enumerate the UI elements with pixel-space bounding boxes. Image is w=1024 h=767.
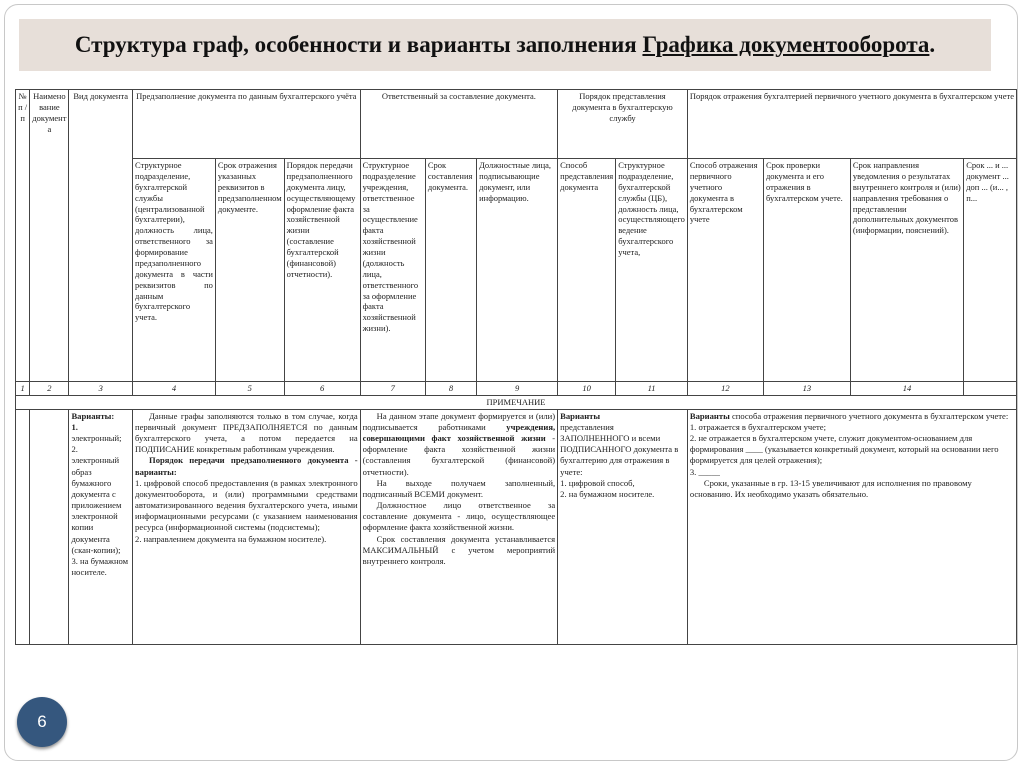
note-label: ПРИМЕЧАНИЕ	[16, 395, 1017, 409]
header-row	[16, 90, 1017, 159]
header-col-1: № п / п	[16, 90, 30, 382]
document-flow-table	[15, 89, 1017, 645]
title-end: .	[929, 32, 936, 57]
prefill-p1: Данные графы заполняются только в том случае, когда первичный документ ПРЕДЗАПОЛНЯЕТСЯ по данным бухгалтерского учета, а потом передается на ПОДПИСАНИЕ конкретным работникам учреждения.	[135, 410, 358, 455]
subheader-row	[16, 159, 1017, 382]
presentation-v1: 1. цифровой способ,	[560, 477, 635, 488]
col-number: 3	[69, 382, 133, 396]
col-number: 4	[133, 382, 216, 396]
subheader-col-11: Структурное подразделение, бухгалтерской службы (ЦБ), должность лица, осуществляющего ведение бухгалтерского учета,	[616, 159, 688, 382]
body-empty-cell	[30, 409, 69, 644]
col-number: 13	[763, 382, 850, 396]
col-number: 7	[360, 382, 425, 396]
col-number: 6	[284, 382, 360, 396]
responsible-p4: Срок составления документа устанавливается МАКСИМАЛЬНЫЙ с учетом мероприятий внутреннего контроля.	[362, 533, 556, 566]
col-number: 9	[477, 382, 558, 396]
prefill-p2: Порядок передачи предзаполненного документа - варианты:	[135, 455, 358, 477]
reflection-note-cell	[687, 409, 1016, 644]
subheader-col-15: Срок ... и ... документ ... доп ... (и... , п...	[964, 159, 1017, 382]
col-number: 5	[215, 382, 284, 396]
title-plain: Структура граф, особенности и варианты заполнения	[74, 32, 643, 57]
slide	[4, 4, 1018, 761]
subheader-col-12: Способ отражения первичного учетного документа в бухгалтерском учете	[687, 159, 763, 382]
reflection-v1: 1. отражается в бухгалтерском учете;	[689, 421, 827, 432]
responsible-p1	[363, 411, 556, 478]
header-col-2: Наимено вание документ а	[30, 90, 69, 382]
header-group-responsible: Ответственный за составление документа.	[360, 90, 558, 159]
subheader-col-7: Структурное подразделение учреждения, ответственное за осуществление факта хозяйственной жизни (должность лица, ответственного за оформление факта хозяйственной жизни).	[360, 159, 425, 382]
slide-title	[75, 32, 935, 58]
body-empty-cell	[16, 409, 30, 644]
body-row	[16, 409, 1017, 644]
presentation-note-cell	[558, 409, 688, 644]
subheader-col-14: Срок направления уведомления о результатах внутреннего контроля и (или) направления требования о представлении дополнительных документов (информации, пояснений).	[850, 159, 963, 382]
prefill-p3: 1. цифровой способ предоставления (в рамках электронного документооборота, и (или) программными средствами автоматизированного ведения бухгалтерского учета, иными информационными ресурсами (с указанием наименования ресурса (информационной системы (подсистемы);	[135, 477, 358, 533]
col-number: 11	[616, 382, 688, 396]
page-number-badge: 6	[17, 697, 67, 747]
reflection-note: Сроки, указанные в гр. 13-15 увеличивают для исполнения по правовому основанию. Их необходимо указать обязательно.	[689, 477, 972, 499]
variants-line: электронный;	[71, 433, 122, 444]
subheader-col-9: Должностные лица, подписывающие документ, или информацию.	[477, 159, 558, 382]
responsible-p1b: учреждения, совершающими факт хозяйственной жизни	[362, 421, 556, 444]
col-number: 12	[687, 382, 763, 396]
responsible-p3: Должностное лицо ответственное за составление документа - лицо, осуществляющее оформление факта хозяйственной жизни.	[362, 500, 556, 533]
subheader-col-4: Структурное подразделение, бухгалтерской службы (централизованной бухгалтерии), должность лица, ответственного за формирование предзаполненного документа в части реквизитов по данным бухгалтерского учета.	[133, 159, 216, 382]
col-number: 8	[425, 382, 476, 396]
variants-line: 1.	[71, 421, 78, 432]
title-bar	[19, 19, 991, 71]
subheader-col-6: Порядок передачи предзаполненного документа лицу, осуществляющему оформление факта хозяйственной жизни (составление бухгалтерской (финансовой) отчетности).	[284, 159, 360, 382]
reflection-intro	[690, 411, 1014, 422]
col-number: 14	[850, 382, 963, 396]
presentation-text: представления ЗАПОЛНЕННОГО и всеми ПОДПИСАННОГО документа в бухгалтерию для отражения в учете:	[560, 421, 679, 477]
variants-title: Варианты:	[71, 410, 115, 421]
variants-line: 2.	[71, 444, 78, 455]
reflection-title: Варианты	[689, 410, 730, 421]
header-group-presentation: Порядок представления документа в бухгалтерскую службу	[558, 90, 688, 159]
col-number: 10	[558, 382, 616, 396]
header-col-3: Вид документа	[69, 90, 133, 382]
responsible-p1a: На данном этапе документ формируется и (или) подписывается работниками	[362, 410, 556, 432]
title-underlined: Графика документооборота	[642, 32, 930, 57]
header-group-reflection: Порядок отражения бухгалтерией первичного учетного документа в бухгалтерском учете	[687, 90, 1016, 159]
col-number: 1	[16, 382, 30, 396]
presentation-title: Варианты	[560, 410, 601, 421]
note-row	[16, 395, 1017, 409]
column-number-row	[16, 382, 1017, 396]
header-group-prefill: Предзаполнение документа по данным бухгалтерского учёта	[133, 90, 361, 159]
responsible-p2: На выходе получаем заполненный, подписанный ВСЕМИ документ.	[362, 477, 556, 499]
prefill-note-cell	[133, 409, 361, 644]
reflection-v2: 2. не отражается в бухгалтерском учете, служит документом-основанием для формирования ____ (указывается конкретный документ, который на основании него формируется для целей отражения);	[689, 433, 999, 466]
subheader-col-8: Срок составления документа.	[425, 159, 476, 382]
subheader-col-10: Способ представления документа	[558, 159, 616, 382]
variants-line: 3. на бумажном носителе.	[71, 555, 129, 578]
col-number	[964, 382, 1017, 396]
subheader-col-13: Срок проверки документа и его отражения в бухгалтерском учете.	[763, 159, 850, 382]
responsible-note-cell	[360, 409, 558, 644]
reflection-v3: 3. _____	[689, 466, 720, 477]
responsible-p1c: - оформление факта хозяйственной жизни (составления бухгалтерской (финансовой) отчетности).	[362, 433, 556, 477]
col-number: 2	[30, 382, 69, 396]
presentation-v2: 2. на бумажном носителе.	[560, 488, 655, 499]
reflection-text: способа отражения первичного учетного документа в бухгалтерском учете:	[729, 410, 1009, 421]
prefill-p4: 2. направлением документа на бумажном носителе).	[135, 533, 327, 544]
subheader-col-5: Срок отражения указанных реквизитов в предзаполненном документе.	[215, 159, 284, 382]
variants-cell	[69, 409, 133, 644]
variants-line: электронный образ бумажного документа с приложением электронной копии документа (скан-копии);	[71, 455, 122, 555]
